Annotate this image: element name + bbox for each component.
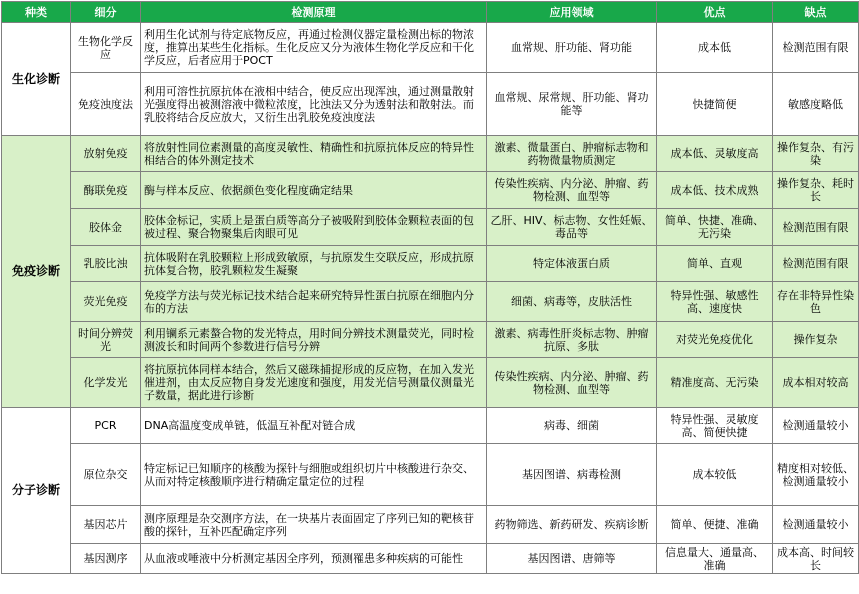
pros-cell: 成本较低	[657, 444, 773, 506]
table-row	[2, 358, 859, 408]
cons-cell: 成本高、时间较长	[773, 544, 859, 574]
cons-cell: 操作复杂、有污染	[773, 136, 859, 172]
header-subtype: 细分	[71, 2, 141, 23]
cons-cell: 检测范围有限	[773, 246, 859, 282]
subtype-cell: 酶联免疫	[71, 172, 141, 209]
application-cell: 乙肝、HIV、标志物、女性妊娠、毒品等	[487, 209, 657, 246]
pros-cell: 成本低、技术成熟	[657, 172, 773, 209]
subtype-cell: 基因测序	[71, 544, 141, 574]
table-row	[2, 322, 859, 358]
cons-cell: 检测通量较小	[773, 408, 859, 444]
principle-cell: 特定标记已知顺序的核酸为探针与细胞或组织切片中核酸进行杂交、从而对特定核酸顺序进行精确定量定位的过程	[141, 444, 487, 506]
application-cell: 特定体液蛋白质	[487, 246, 657, 282]
header-pros: 优点	[657, 2, 773, 23]
cons-cell: 检测范围有限	[773, 23, 859, 73]
principle-cell: 测序原理是杂交测序方法，在一块基片表面固定了序列已知的靶核苷酸的探针，互补匹配确定序列	[141, 506, 487, 544]
cons-cell: 成本相对较高	[773, 358, 859, 408]
pros-cell: 简单、便捷、准确	[657, 506, 773, 544]
pros-cell: 快捷简便	[657, 73, 773, 136]
application-cell: 基因图谱、病毒检测	[487, 444, 657, 506]
header-cons: 缺点	[773, 2, 859, 23]
pros-cell: 简单、直观	[657, 246, 773, 282]
table-row	[2, 506, 859, 544]
cons-cell: 敏感度略低	[773, 73, 859, 136]
cons-cell: 检测范围有限	[773, 209, 859, 246]
principle-cell: 胶体金标记，实质上是蛋白质等高分子被吸附到胶体金颗粒表面的包被过程、聚合物聚集后肉眼可见	[141, 209, 487, 246]
principle-cell: 抗体吸附在乳胶颗粒上形成致敏原，与抗原发生交联反应，形成抗原抗体复合物，胶乳颗粒发生凝聚	[141, 246, 487, 282]
principle-cell: 从血液或唾液中分析测定基因全序列，预测罹患多种疾病的可能性	[141, 544, 487, 574]
principle-cell: 利用镧系元素螯合物的发光特点，用时间分辨技术测量荧光，同时检测波长和时间两个参数进行信号分辨	[141, 322, 487, 358]
header-row	[2, 2, 859, 23]
subtype-cell: PCR	[71, 408, 141, 444]
application-cell: 基因图谱、唐筛等	[487, 544, 657, 574]
subtype-cell: 乳胶比浊	[71, 246, 141, 282]
table-row	[2, 444, 859, 506]
pros-cell: 简单、快捷、准确、无污染	[657, 209, 773, 246]
application-cell: 细菌、病毒等，皮肤活性	[487, 282, 657, 322]
table-row	[2, 23, 859, 73]
cons-cell: 操作复杂	[773, 322, 859, 358]
cons-cell: 精度相对较低、检测通量较小	[773, 444, 859, 506]
pros-cell: 精准度高、无污染	[657, 358, 773, 408]
principle-cell: 免疫学方法与荧光标记技术结合起来研究特异性蛋白抗原在细胞内分布的方法	[141, 282, 487, 322]
principle-cell: 利用可溶性抗原抗体在液相中结合，使反应出现浑浊，通过测量散射光强度得出被测溶液中微粒浓度，比浊法又分为透射法和散射法。而乳胶将结合反应放大，又衍生出乳胶免疫浊度法	[141, 73, 487, 136]
principle-cell: 将放射性同位素测量的高度灵敏性、精确性和抗原抗体反应的特异性相结合的体外测定技术	[141, 136, 487, 172]
table-row	[2, 73, 859, 136]
header-application: 应用领域	[487, 2, 657, 23]
principle-cell: 利用生化试剂与待定底物反应，再通过检测仪器定量检测出标的物浓度，推算出某些生化指标。生化反应又分为液体生物化学反应和干化学反应，后者应用于POCT	[141, 23, 487, 73]
subtype-cell: 生物化学反应	[71, 23, 141, 73]
application-cell: 激素、微量蛋白、肿瘤标志物和药物微量物质测定	[487, 136, 657, 172]
principle-cell: DNA高温度变成单链，低温互补配对链合成	[141, 408, 487, 444]
subtype-cell: 化学发光	[71, 358, 141, 408]
table-row	[2, 246, 859, 282]
subtype-cell: 荧光免疫	[71, 282, 141, 322]
table-row	[2, 172, 859, 209]
header-principle: 检测原理	[141, 2, 487, 23]
pros-cell: 对荧光免疫优化	[657, 322, 773, 358]
application-cell: 药物筛选、新药研发、疾病诊断	[487, 506, 657, 544]
table-row	[2, 282, 859, 322]
cons-cell: 操作复杂、耗时长	[773, 172, 859, 209]
application-cell: 血常规、尿常规、肝功能、肾功能等	[487, 73, 657, 136]
pros-cell: 特异性强、敏感性高、速度快	[657, 282, 773, 322]
subtype-cell: 胶体金	[71, 209, 141, 246]
pros-cell: 信息量大、通量高、准确	[657, 544, 773, 574]
diagnosis-comparison-table	[1, 1, 859, 574]
application-cell: 激素、病毒性肝炎标志物、肿瘤抗原、多肽	[487, 322, 657, 358]
category-cell: 免疫诊断	[2, 136, 71, 408]
application-cell: 传染性疾病、内分泌、肿瘤、药物检测、血型等	[487, 172, 657, 209]
subtype-cell: 时间分辨荧光	[71, 322, 141, 358]
cons-cell: 检测通量较小	[773, 506, 859, 544]
application-cell: 病毒、细菌	[487, 408, 657, 444]
pros-cell: 成本低、灵敏度高	[657, 136, 773, 172]
header-category: 种类	[2, 2, 71, 23]
table-row	[2, 136, 859, 172]
subtype-cell: 基因芯片	[71, 506, 141, 544]
table-row	[2, 209, 859, 246]
cons-cell: 存在非特异性染色	[773, 282, 859, 322]
pros-cell: 特异性强、灵敏度高、简便快捷	[657, 408, 773, 444]
subtype-cell: 原位杂交	[71, 444, 141, 506]
table-row	[2, 408, 859, 444]
subtype-cell: 放射免疫	[71, 136, 141, 172]
application-cell: 传染性疾病、内分泌、肿瘤、药物检测、血型等	[487, 358, 657, 408]
pros-cell: 成本低	[657, 23, 773, 73]
category-cell: 分子诊断	[2, 408, 71, 574]
category-cell: 生化诊断	[2, 23, 71, 136]
principle-cell: 将抗原抗体同样本结合，然后又磁珠捕捉形成的反应物，在加入发光催进剂，由太反应物自身发光速度和强度，用发光信号测量仪测量光子数量，据此进行诊断	[141, 358, 487, 408]
table-row	[2, 544, 859, 574]
principle-cell: 酶与样本反应、依据颜色变化程度确定结果	[141, 172, 487, 209]
subtype-cell: 免疫浊度法	[71, 73, 141, 136]
application-cell: 血常规、肝功能、肾功能	[487, 23, 657, 73]
